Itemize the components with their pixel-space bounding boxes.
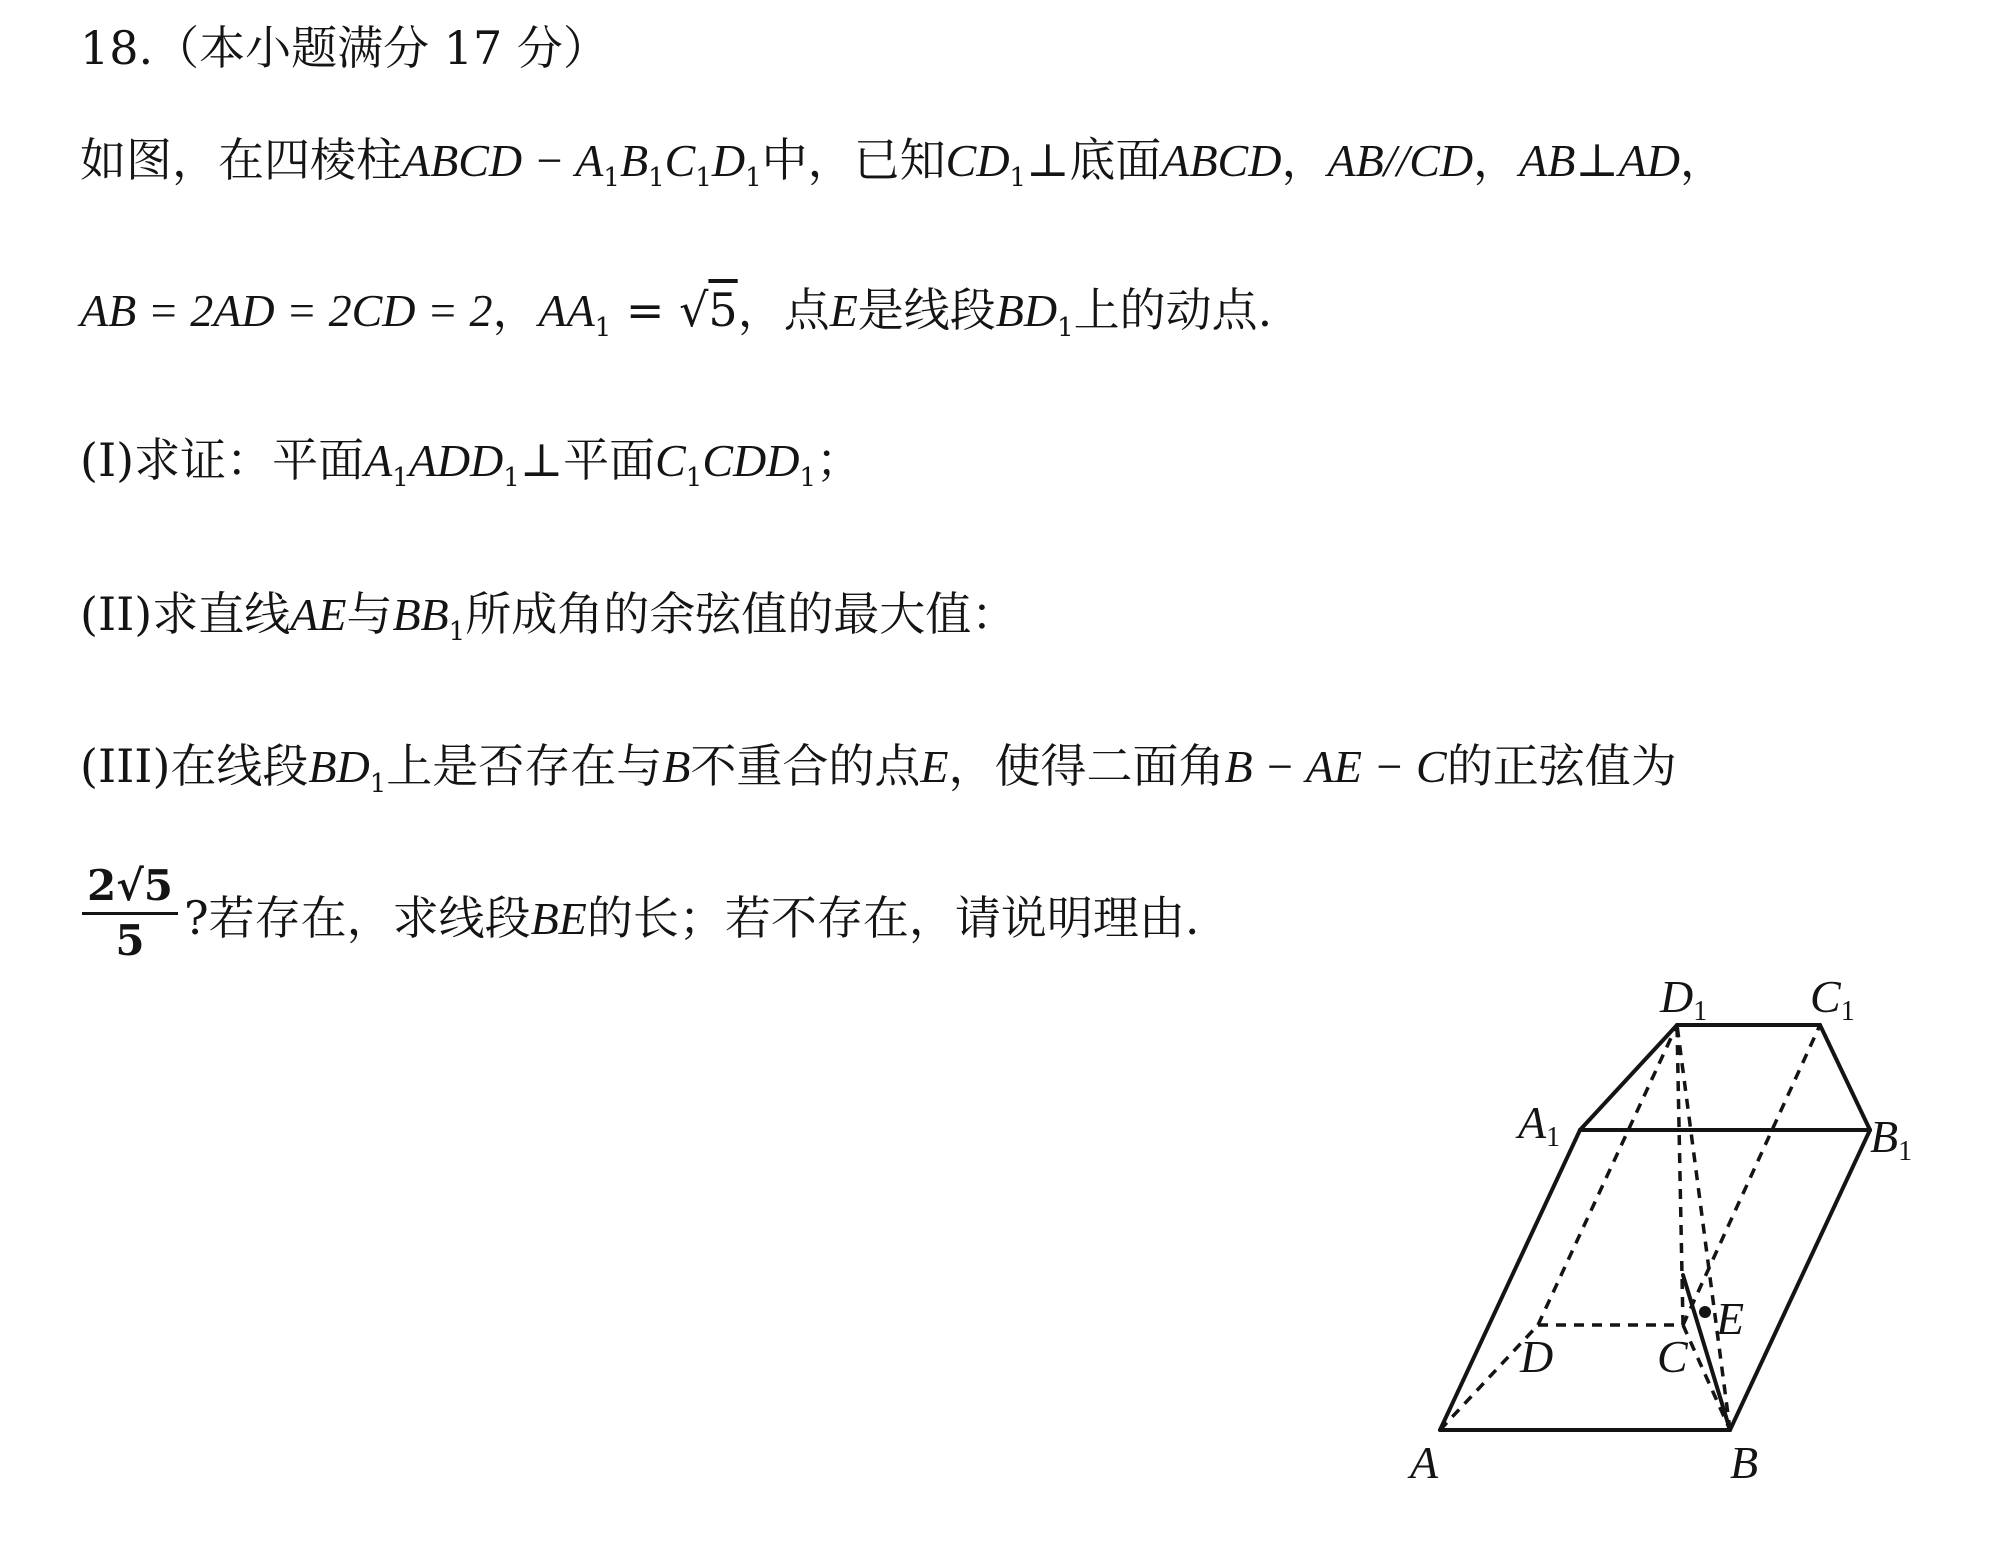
problem-given: AB = 2AD = 2CD = 2，$AA_1 = √5$，点E是线段$BD_1$上的动点. — [80, 283, 1273, 343]
problem-header: 18.（本小题满分 17 分） — [80, 21, 609, 75]
edge-C1B1 — [1820, 1025, 1870, 1130]
label-C1: C1 — [1810, 971, 1855, 1027]
label-D: D — [1520, 1331, 1554, 1382]
label-A: A — [1410, 1437, 1439, 1488]
fraction-denominator: 5 — [115, 916, 145, 965]
label-A1: A1 — [1518, 1097, 1561, 1153]
label-E: E — [1716, 1293, 1745, 1344]
fraction-2sqrt5-over-5 — [82, 862, 178, 965]
edge-A1D1 — [1580, 1025, 1677, 1130]
label-B1: B1 — [1870, 1111, 1913, 1167]
fraction-numerator: 2√5 — [82, 862, 178, 915]
label-B: B — [1730, 1437, 1759, 1488]
edge-AA1 — [1440, 1130, 1580, 1430]
label-C: C — [1657, 1331, 1688, 1382]
label-D1: D1 — [1660, 971, 1708, 1027]
question-2: (II)求直线AE与$BB_1$所成角的余弦值的最大值： — [80, 587, 1018, 647]
problem-intro: 如图，在四棱柱ABCD − $A_1B_1C_1D_1$中，已知$CD_1\perp$底面ABCD，AB//CD，AB⊥AD， — [80, 133, 1726, 193]
prism-figure — [1370, 960, 1930, 1500]
question-1: (I)求证：平面$A_1ADD_1\perp$平面$C_1CDD_1$； — [80, 433, 862, 493]
point-E — [1699, 1306, 1711, 1318]
question-3: (III)在线段$BD_1$上是否存在与B不重合的点E，使得二面角B − AE − C的正弦值为 — [80, 739, 1677, 799]
question-3-continued: ?若存在，求线段BE的长；若不存在，请说明理由. — [184, 891, 1200, 945]
